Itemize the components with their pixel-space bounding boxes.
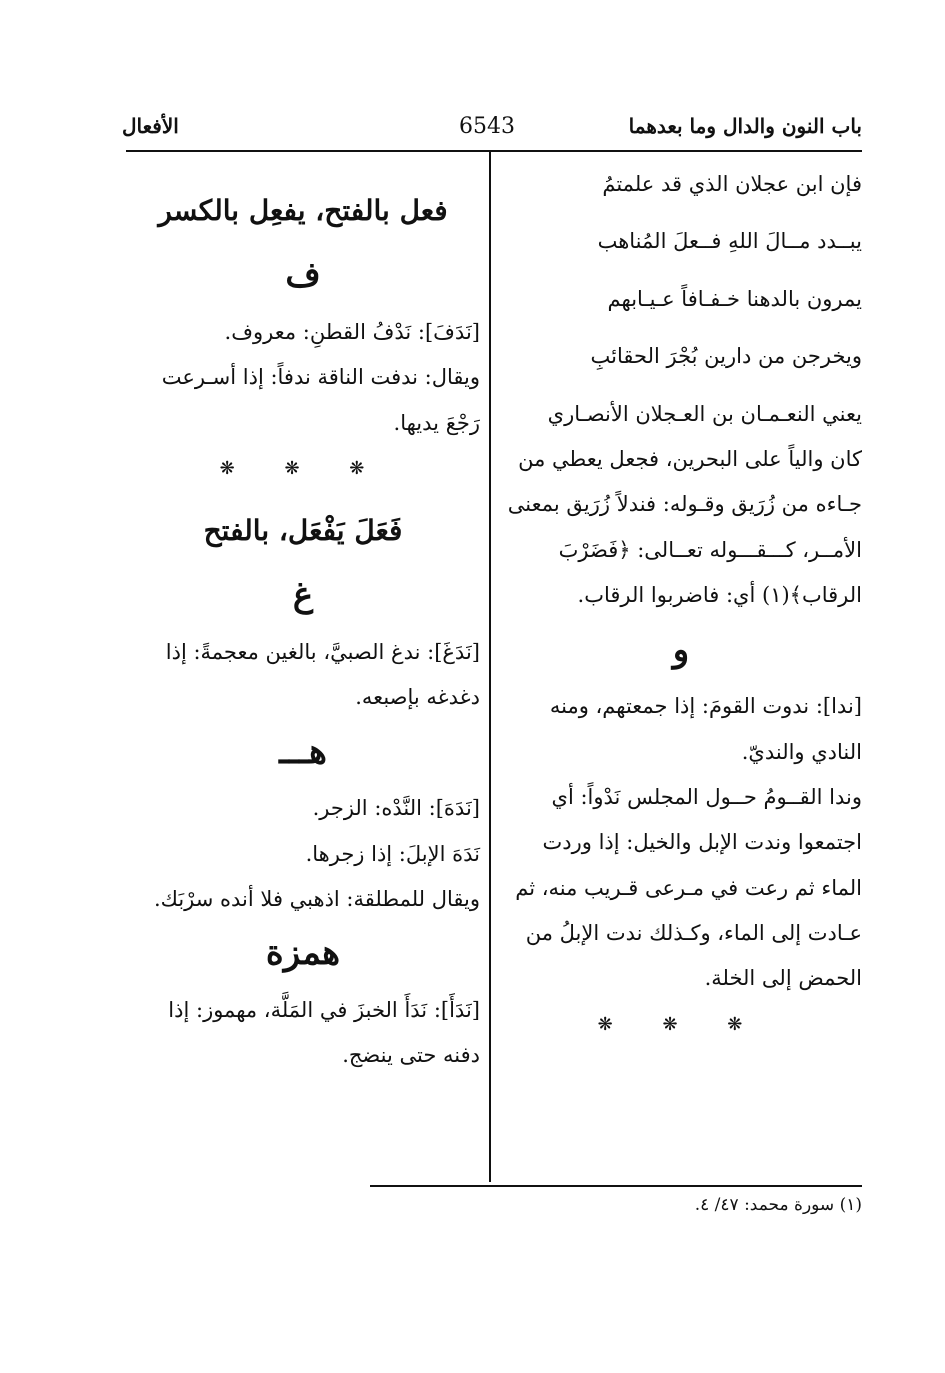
verse-line: فإن ابن عجلان الذي قد علمتمُ	[602, 172, 862, 196]
chapter-title: باب النون والدال وما بعدهما	[628, 114, 862, 138]
text-line: جـاءه من زُرَيق وقـوله: فندلاً زُرَيق بمعنى	[507, 492, 862, 517]
text-line: ويقال: ندفت الناقة ندفاً: إذا أسـرعت	[161, 365, 480, 390]
text-line: عـادت إلى الماء، وكـذلك ندت الإبلُ من	[525, 921, 862, 946]
letter-heading-hamza: همزة	[265, 933, 341, 974]
letter-heading-fa: ف	[285, 255, 321, 296]
section-heading: فَعَلَ يَفْعَل، بالفتح	[203, 514, 403, 548]
entry-nadaf: [نَدَفَ]: نَدْفُ القطنِ: معروف.	[224, 319, 480, 344]
verse-line: يمرون بالدهنا خـفـافاً عـيـابهم	[607, 286, 862, 311]
footnote: (١) سورة محمد: ٤٧/ ٤.	[694, 1195, 862, 1215]
text-line: النادي والنديّ.	[741, 739, 862, 764]
text-line: دفنه حتى ينضج.	[342, 1043, 480, 1068]
text-line: يعني النعـمـان بن العـجلان الأنصـاري	[547, 401, 862, 426]
text-line: الماء ثم رعت في مـرعى قـريب منه، ثم	[515, 875, 862, 900]
entry-nada: [ندا]: ندوت القومَ: إذا جمعتهم، ومنه	[549, 694, 862, 719]
text-line: رَجْعَ يديها.	[393, 410, 480, 435]
section-separator: ❋ ❋ ❋	[219, 457, 387, 479]
left-column	[126, 185, 480, 1087]
text-line: كان والياً على البحرين، فجعل يعطي من	[518, 446, 862, 471]
text-line: دغدغه بإصبعه.	[355, 685, 480, 710]
entry-nadaa: [نَدَأَ]: نَدَأَ الخبزَ في المَلَّة، مهموز: إذا	[168, 998, 480, 1023]
letter-heading-waw: و	[672, 629, 690, 670]
right-column	[500, 170, 862, 1067]
text-line: اجتمعوا وندت الإبل والخيل: إذا وردت	[542, 830, 862, 855]
letter-heading-ghayn: غ	[292, 575, 314, 616]
verse-line: ويخرجن من دارين بُجْرَ الحقائبِ	[590, 344, 862, 369]
section-heading: فعل بالفتح، يفعِل بالكسر	[158, 194, 448, 227]
page-number: 6543	[459, 114, 515, 139]
verse-line: يبــدد مــالَ اللهِ فــعلَ المُناهب	[597, 229, 862, 254]
text-line: الرقاب﴾(١) أي: فاضربوا الرقاب.	[577, 583, 862, 608]
text-line: ويقال للمطلقة: اذهبي فلا أنده سرْبَك.	[153, 887, 480, 912]
header-rule	[126, 150, 862, 152]
footnote-rule	[370, 1185, 862, 1187]
text-line: نَدَهَ الإبلَ: إذا زجرها.	[305, 841, 480, 866]
text-line: الأمــر، كـــقـــوله تعــالى: ﴿فَضَرْبَ	[558, 537, 862, 562]
column-divider	[489, 152, 491, 1182]
section-title: الأفعال	[122, 114, 179, 138]
section-separator: ❋ ❋ ❋	[597, 1013, 765, 1035]
entry-nadagh: [نَدَغَ]: ندغ الصبيَّ، بالغين معجمةً: إذا	[165, 639, 480, 664]
text-line: الحمض إلى الخلة.	[704, 966, 862, 991]
text-line: وندا القــومُ حــول المجلس نَدْواً: أي	[551, 784, 862, 809]
page-header	[122, 108, 862, 148]
letter-heading-ha: هـــ	[279, 731, 327, 772]
entry-nadah: [نَدَهَ]: النَّدْه: الزجر.	[312, 796, 480, 821]
